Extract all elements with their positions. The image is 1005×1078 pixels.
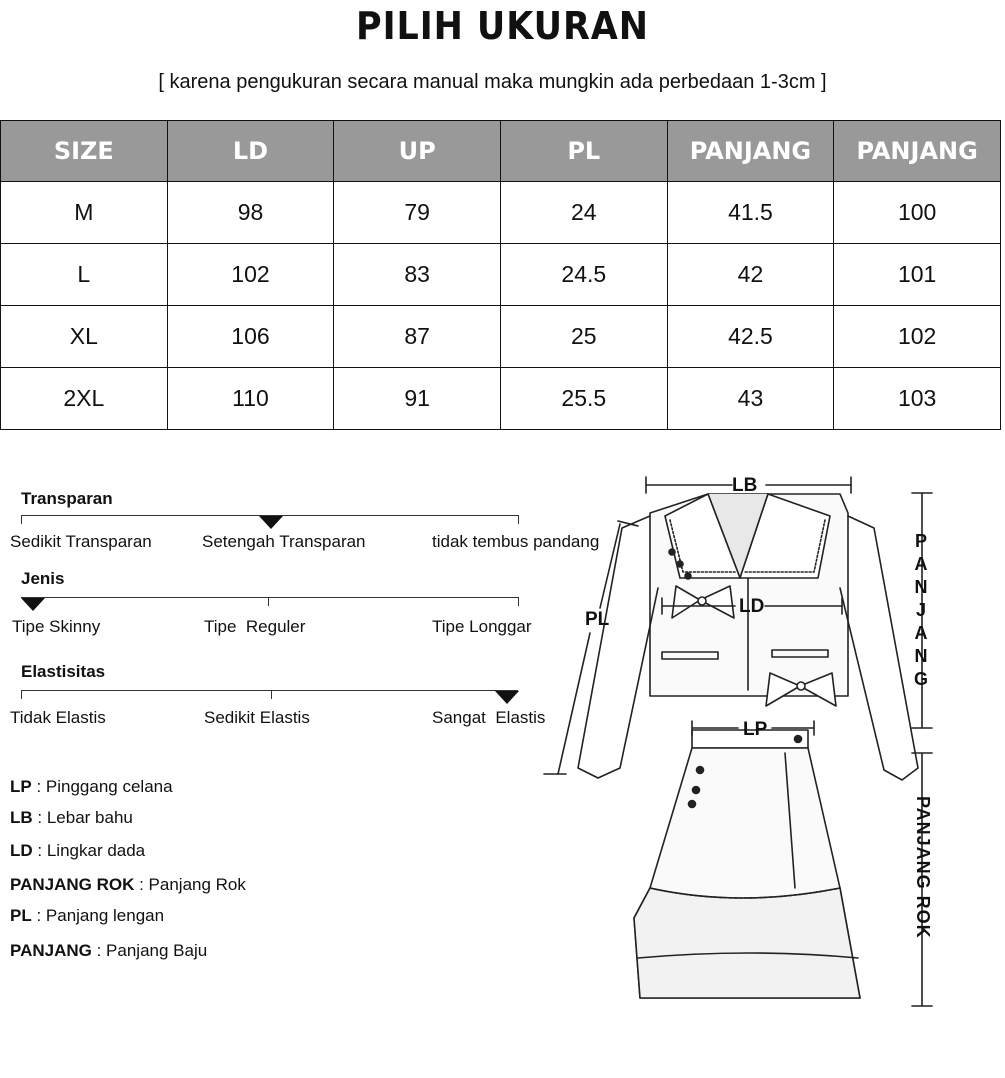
legend-item: LB : Lebar bahu — [10, 808, 133, 827]
scale-tick — [518, 515, 519, 524]
ld-label: LD — [739, 596, 765, 617]
header-panjang-rok: PANJANG — [834, 121, 1001, 182]
table-cell: XL — [1, 306, 168, 368]
measurement-note: [ karena pengukuran secara manual maka mungkin ada perbedaan 1-3cm ] — [158, 71, 827, 93]
jenis-label-3: Tipe Longgar — [432, 617, 532, 636]
table-cell: 41.5 — [667, 182, 834, 244]
panjang-rok-label: PANJANG ROK — [913, 796, 933, 939]
table-row — [1, 368, 1001, 430]
pl-label: PL — [585, 609, 610, 630]
table-cell: 24.5 — [500, 244, 667, 306]
scale-tick — [21, 690, 22, 699]
legend-item: LD : Lingkar dada — [10, 841, 146, 860]
table-cell: 106 — [167, 306, 334, 368]
table-cell: 87 — [334, 306, 501, 368]
transparan-title: Transparan — [21, 489, 113, 508]
elastisitas-label-2: Sedikit Elastis — [204, 708, 310, 727]
scale-tick — [271, 690, 272, 699]
transparan-label-1: Sedikit Transparan — [10, 532, 152, 551]
header-size: SIZE — [1, 121, 168, 182]
header-up: UP — [334, 121, 501, 182]
table-cell: 91 — [334, 368, 501, 430]
table-cell: 98 — [167, 182, 334, 244]
transparan-label-2: Setengah Transparan — [202, 532, 366, 551]
skirt-drawing — [634, 730, 860, 998]
table-cell: 25.5 — [500, 368, 667, 430]
table-row — [1, 244, 1001, 306]
table-cell: M — [1, 182, 168, 244]
lb-label: LB — [732, 475, 758, 496]
transparan-label-3: tidak tembus pandang — [432, 532, 600, 551]
table-cell: L — [1, 244, 168, 306]
table-cell: 103 — [834, 368, 1001, 430]
legend-item: PANJANG ROK : Panjang Rok — [10, 875, 246, 894]
elastisitas-title: Elastisitas — [21, 662, 106, 681]
elastisitas-label-1: Tidak Elastis — [10, 708, 106, 727]
pl-dimension-line — [544, 521, 638, 774]
table-header-row — [1, 121, 1001, 182]
table-cell: 43 — [667, 368, 834, 430]
panjang-label: P A N J A N G — [913, 531, 928, 689]
jenis-label-2: Tipe Reguler — [204, 617, 306, 636]
table-cell: 2XL — [1, 368, 168, 430]
elastisitas-scale-line — [21, 690, 518, 691]
table-row — [1, 182, 1001, 244]
table-cell: 42.5 — [667, 306, 834, 368]
table-cell: 79 — [334, 182, 501, 244]
lp-label: LP — [743, 719, 768, 740]
jenis-label-1: Tipe Skinny — [12, 617, 101, 636]
table-cell: 102 — [167, 244, 334, 306]
legend-item: PANJANG : Panjang Baju — [10, 941, 208, 960]
legend-item: PL : Panjang lengan — [10, 906, 165, 925]
header-ld: LD — [167, 121, 334, 182]
table-cell: 25 — [500, 306, 667, 368]
jenis-title: Jenis — [21, 569, 65, 588]
page-title: PILIH UKURAN — [356, 4, 649, 48]
transparan-marker-icon — [259, 516, 283, 529]
table-cell: 110 — [167, 368, 334, 430]
table-cell: 24 — [500, 182, 667, 244]
table-cell: 42 — [667, 244, 834, 306]
scale-tick — [21, 515, 22, 524]
elastisitas-label-3: Sangat Elastis — [432, 708, 546, 727]
table-cell: 83 — [334, 244, 501, 306]
legend-item: LP : Pinggang celana — [10, 777, 173, 796]
header-panjang: PANJANG — [667, 121, 834, 182]
size-table — [0, 120, 1001, 430]
jenis-scale-line — [21, 597, 518, 598]
table-cell: 102 — [834, 306, 1001, 368]
table-cell: 101 — [834, 244, 1001, 306]
elastisitas-marker-icon — [495, 691, 519, 704]
scale-tick — [268, 597, 269, 606]
header-pl: PL — [500, 121, 667, 182]
scale-tick — [518, 597, 519, 606]
jenis-marker-icon — [21, 598, 45, 611]
table-cell: 100 — [834, 182, 1001, 244]
table-row — [1, 306, 1001, 368]
